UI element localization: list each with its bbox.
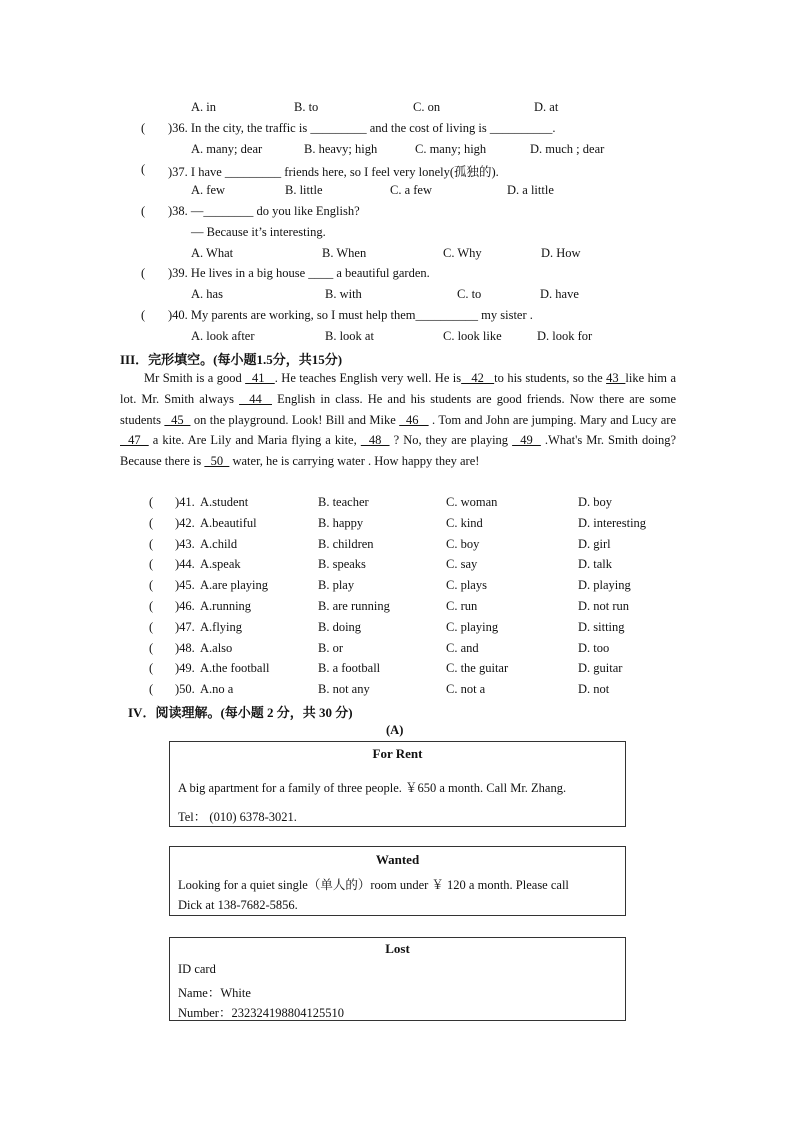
q35-option-b: B. to [294,100,319,114]
q35-option-a: A. in [191,100,216,114]
passage-text: .What's Mr. Smith doing? Because there is [120,433,676,469]
answer-paren: ( [141,308,146,322]
option-d: D. have [540,287,579,301]
option-c: C. Why [443,246,482,260]
option-b: B. with [325,287,362,301]
option-a: A. few [191,183,226,197]
answer-paren: ( [149,536,154,551]
option-c: C. plays [446,578,487,593]
option-d: D. boy [578,495,613,509]
option-d: D. too [578,640,610,655]
section-heading: III．完形填空。(每小题1.5分，共15分) [120,352,343,367]
answer-paren: ( [149,515,154,530]
option-d: D. not run [578,599,630,613]
option-d: D. How [541,246,581,260]
passage-text: English in class. He and his students are good friends. Now there are some students [120,391,676,427]
cloze-blank: 43 [606,371,626,385]
cloze-blank: 48 [360,433,390,448]
option-a: A.beautiful [200,515,257,530]
question-number: )46. [175,599,195,613]
passage-text: . Tom and John are jumping. Mary and Lucy are [428,412,676,427]
question-number: )44. [175,557,195,572]
question-stem: )40. My parents are working, so I must help them__________ my sister . [168,308,533,322]
option-b: B. little [285,183,323,197]
question-number: )42. [175,515,195,530]
cloze-blank: 49 [512,433,541,448]
answer-paren: ( [149,619,154,634]
option-d: D. playing [578,578,631,593]
option-b: B. When [322,246,367,260]
ad-line: Name：White [178,986,251,1000]
q35-option-c: C. on [413,100,441,114]
option-d: D. much ; dear [530,142,605,156]
cloze-blank: 45 [164,412,191,427]
ad-title: Lost [385,941,410,956]
option-b: B. or [318,640,343,655]
answer-paren: ( [141,204,146,218]
option-a: A.flying [200,619,243,634]
question-number: )43. [175,536,195,551]
option-d: D. a little [507,183,554,197]
option-c: C. kind [446,515,483,530]
question-number: )50. [175,682,195,697]
option-d: D. not [578,682,610,697]
passage-text: on the playground. Look! Bill and Mike [190,412,400,427]
passage-text: to his students, so the [494,371,607,385]
ad-lost [169,937,626,1021]
answer-paren: ( [149,495,154,509]
option-a: A. What [191,246,234,260]
option-b: B. look at [325,329,374,343]
option-c: C. look like [443,329,502,343]
question-stem: )37. I have _________ friends here, so I feel very lonely(孤独的). [168,165,499,179]
ad-title: For Rent [372,746,423,761]
option-b: B. play [318,578,355,593]
option-b: B. children [318,536,374,551]
passage-text: like him a lot. Mr. Smith always [120,371,677,406]
question-stem-continued: — Because it’s interesting. [191,225,326,239]
option-c: C. say [446,557,478,572]
option-a: A.the football [200,661,270,676]
question-number: )48. [175,640,195,655]
option-d: D. look for [537,329,593,343]
cloze-blank: 42 [461,371,495,385]
option-c: C. woman [446,495,498,509]
option-c: C. boy [446,536,480,551]
option-b: B. teacher [318,495,369,509]
ad-line: Number：232324198804125510 [178,1006,344,1020]
ad-line: Dick at 138-7682-5856. [178,898,298,912]
ad-title: Wanted [375,852,420,867]
option-c: C. and [446,640,479,655]
question-number: )49. [175,661,195,676]
answer-paren: ( [141,121,146,135]
option-c: C. to [457,287,482,301]
ad-line: A big apartment for a family of three people. ￥650 a month. Call Mr. Zhang. [178,781,567,795]
option-a: A.child [200,536,238,551]
option-a: A.speak [200,557,241,572]
passage-label: (A) [386,723,404,737]
cloze-blank: 50 [204,454,230,469]
option-b: B. a football [318,661,381,676]
ad-line: Looking for a quiet single（单人的）room under ￥ 120 a month. Please call [178,878,569,892]
ad-line: ID card [178,962,216,976]
option-b: B. not any [318,682,370,697]
option-c: C. not a [446,682,486,697]
ad-line: Tel： (010) 6378-3021. [178,810,297,824]
option-d: D. talk [578,557,613,572]
option-a: A.also [200,640,233,655]
option-b: B. happy [318,515,364,530]
ad-wanted [169,846,626,916]
option-a: A. has [191,287,223,301]
answer-paren: ( [149,640,154,655]
question-stem: )36. In the city, the traffic is _________ and the cost of living is __________. [168,121,556,135]
option-a: A.are playing [200,578,269,593]
cloze-blank: 44 [239,391,272,406]
question-stem: )38. —________ do you like English? [168,204,360,218]
option-c: C. the guitar [446,661,509,676]
option-b: B. doing [318,619,362,634]
option-b: B. speaks [318,557,366,572]
answer-paren: ( [149,599,154,613]
option-d: D. guitar [578,661,623,676]
option-a: A. look after [191,329,255,343]
question-number: )47. [175,619,195,634]
passage-text: water, he is carrying water . How happy they are! [229,454,480,469]
option-c: C. playing [446,619,499,634]
ad-for-rent [169,741,626,827]
option-d: D. interesting [578,515,647,530]
cloze-blank: 41 [245,371,275,385]
question-stem: )39. He lives in a big house ____ a beautiful garden. [168,266,430,280]
option-c: C. a few [390,183,432,197]
question-number: )45. [175,578,195,593]
answer-paren: ( [149,682,154,697]
cloze-blank: 46 [399,412,429,427]
question-number: )41. [175,495,195,509]
answer-paren: ( [149,557,154,572]
option-a: A.student [200,495,249,509]
cloze-blank: 47 [120,433,149,448]
option-c: C. run [446,599,478,613]
section-heading: IV．阅读理解。(每小题 2 分，共 30 分) [128,705,353,720]
passage-text: Mr Smith is a good [144,371,246,385]
passage-text: . He teaches English very well. He is [274,371,462,385]
option-b: B. heavy; high [304,142,378,156]
answer-paren: ( [141,162,146,176]
option-c: C. many; high [415,142,487,156]
option-d: D. girl [578,536,611,551]
cloze-passage [120,368,676,472]
answer-paren: ( [149,661,154,676]
passage-text: a kite. Are Lily and Maria flying a kite, [148,433,361,448]
passage-text: ? No, they are playing [389,433,513,448]
answer-paren: ( [149,578,154,593]
option-d: D. sitting [578,619,625,634]
option-a: A.running [200,599,252,613]
answer-paren: ( [141,266,146,280]
q35-option-d: D. at [534,100,559,114]
option-a: A.no a [200,682,234,697]
option-b: B. are running [318,599,390,613]
option-a: A. many; dear [191,142,263,156]
